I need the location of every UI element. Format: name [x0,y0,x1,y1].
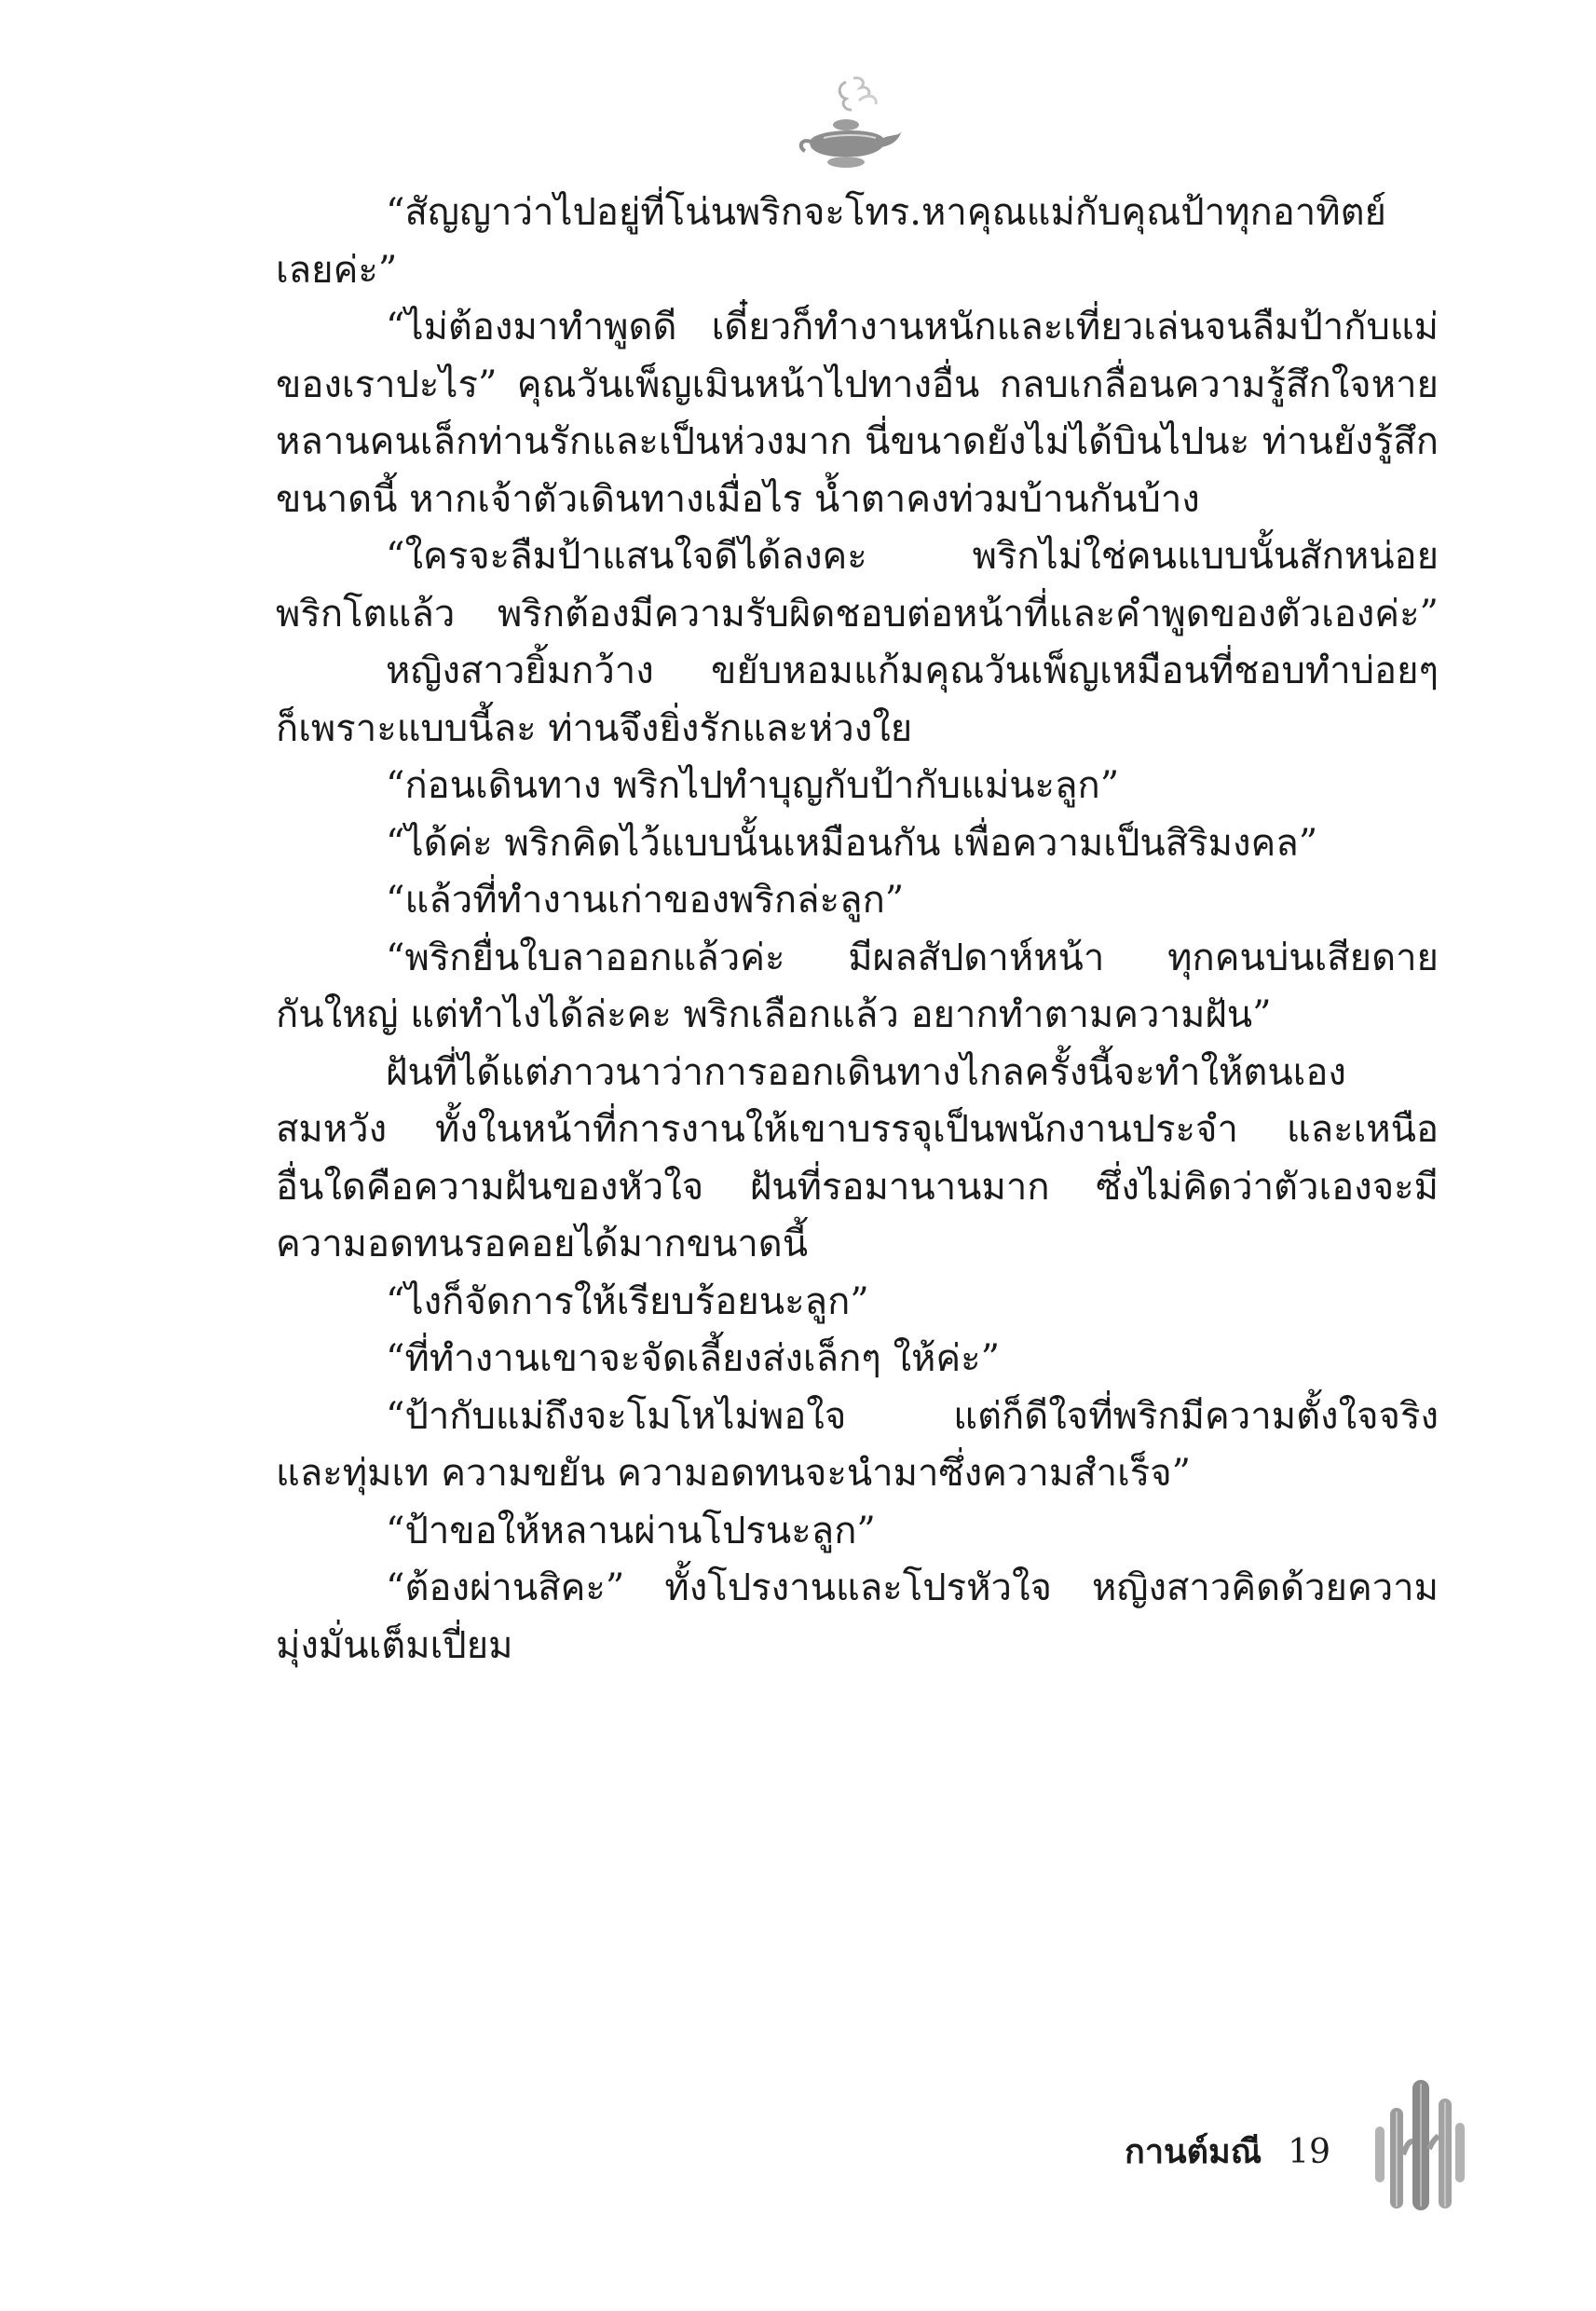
text-line: ความอดทนรอคอยได้มากขนาดนี้ [276,1223,809,1265]
page-number: 19 [1288,2133,1330,2171]
body-text [276,185,1439,1675]
text-line: “พริกยื่นใบลาออกแล้วค่ะ มีผลสัปดาห์หน้า ทุกคนบ่นเสียดาย [386,936,1439,979]
text-line: หญิงสาวยิ้มกว้าง ขยับหอมแก้มคุณวันเพ็ญเหมือนที่ชอบทำบ่อยๆ [386,650,1439,692]
text-line: “แล้วที่ทำงานเก่าของพริกล่ะลูก” [386,879,905,922]
text-line: เลยค่ะ” [276,248,398,292]
text-line: “ใครจะลืมป้าแสนใจดีได้ลงคะ พริกไม่ใช่คนแบบนั้นสักหน่อย [386,535,1439,578]
text-line: “ไงก็จัดการให้เรียบร้อยนะลูก” [386,1279,869,1323]
text-line: หลานคนเล็กท่านรักและเป็นห่วงมาก นี่ขนาดยังไม่ได้บินไปนะ ท่านยังรู้สึก [276,420,1439,463]
text-line: “ป้าขอให้หลานผ่านโปรนะลูก” [386,1509,876,1552]
text-line: “ป้ากับแม่ถึงจะโมโหไม่พอใจ แต่ก็ดีใจที่พริกมีความตั้งใจจริง [386,1394,1439,1438]
text-line: “ไม่ต้องมาทำพูดดี เดี๋ยวก็ทำงานหนักและเที่ยวเล่นจนลืมป้ากับแม่ [386,306,1439,349]
cactus-icon [1368,2071,1472,2210]
text-line: มุ่งมั่นเต็มเปี่ยม [276,1623,513,1667]
text-line: ของเราปะไร” คุณวันเพ็ญเมินหน้าไปทางอื่น กลบเกลื่อนความรู้สึกใจหาย [276,362,1439,406]
text-line: “ได้ค่ะ พริกคิดไว้แบบนั้นเหมือนกัน เพื่อความเป็นสิริมงคล” [386,821,1318,865]
text-line: ฝันที่ได้แต่ภาวนาว่าการออกเดินทางไกลครั้งนี้จะทำให้ตนเอง [386,1050,1346,1094]
text-line: “ที่ทำงานเขาจะจัดเลี้ยงส่งเล็กๆ ให้ค่ะ” [386,1337,1001,1380]
book-title: กานต์มณี [1125,2132,1262,2171]
text-line: และทุ่มเท ความขยัน ความอดทนจะนำมาซึ่งความสำเร็จ” [276,1452,1192,1495]
text-line: “ก่อนเดินทาง พริกไปทำบุญกับป้ากับแม่นะลูก” [386,764,1120,807]
magic-lamp-icon [792,73,904,175]
text-line: กันใหญ่ แต่ทำไงได้ล่ะคะ พริกเลือกแล้ว อยากทำตามความฝัน” [276,993,1272,1036]
page-footer [1125,2125,1330,2178]
text-line: อื่นใดคือความฝันของหัวใจ ฝันที่รอมานานมาก ซึ่งไม่คิดว่าตัวเองจะมี [276,1165,1439,1209]
text-line: สมหวัง ทั้งในหน้าที่การงานให้เขาบรรจุเป็นพนักงานประจำ และเหนือ [276,1108,1439,1151]
text-line: พริกโตแล้ว พริกต้องมีความรับผิดชอบต่อหน้าที่และคำพูดของตัวเองค่ะ” [276,592,1439,636]
text-line: “ต้องผ่านสิคะ” ทั้งโปรงานและโปรหัวใจ หญิงสาวคิดด้วยความ [386,1566,1439,1609]
text-line: ก็เพราะแบบนี้ละ ท่านจึงยิ่งรักและห่วงใย [276,706,913,750]
text-line: “สัญญาว่าไปอยู่ที่โน่นพริกจะโทร.หาคุณแม่กับคุณป้าทุกอาทิตย์ [386,191,1386,234]
text-line: ขนาดนี้ หากเจ้าตัวเดินทางเมื่อไร น้ำตาคงท่วมบ้านกันบ้าง [276,477,1200,521]
